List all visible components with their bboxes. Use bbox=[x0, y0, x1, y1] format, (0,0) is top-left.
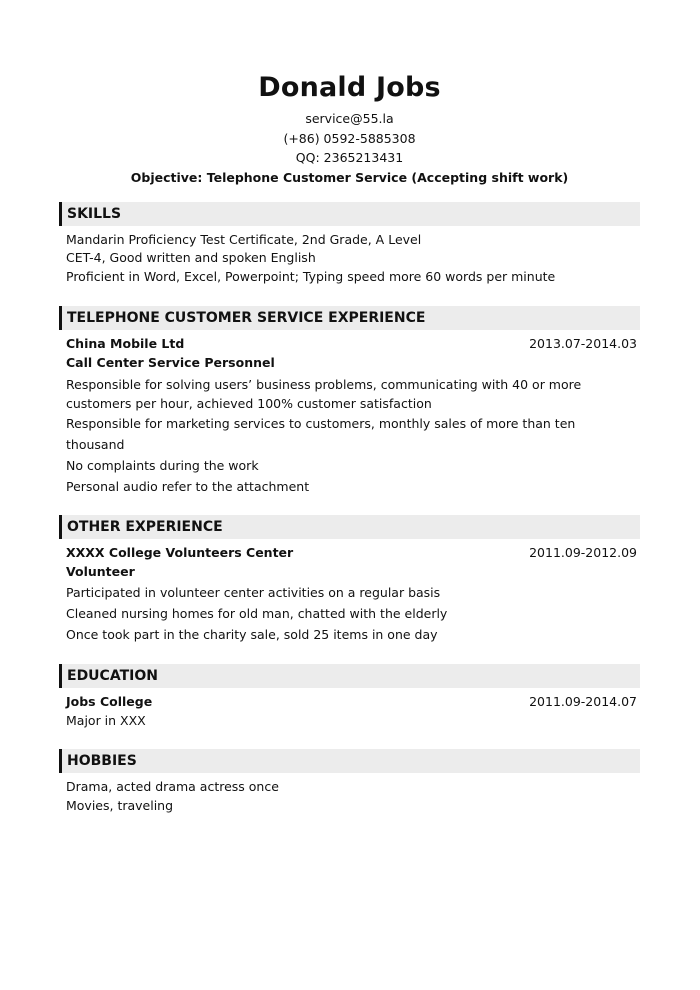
skill-item: Proficient in Word, Excel, Powerpoint; Typing speed more 60 words per minute bbox=[66, 268, 556, 284]
activity-item: Cleaned nursing homes for old man, chatted with the elderly bbox=[66, 606, 448, 621]
candidate-name: Donald Jobs bbox=[258, 72, 441, 103]
hobby-item: Movies, traveling bbox=[66, 797, 174, 813]
education-heading: EDUCATION bbox=[59, 664, 640, 688]
major: Major in XXX bbox=[66, 713, 146, 728]
telephone-experience-duties bbox=[66, 372, 637, 497]
volunteer-role: Volunteer bbox=[66, 564, 135, 579]
other-experience-body bbox=[59, 539, 640, 645]
contact-phone: (+86) 0592-5885308 bbox=[283, 130, 416, 146]
telephone-experience-body bbox=[59, 330, 640, 497]
education-date: 2011.09-2014.07 bbox=[529, 694, 637, 709]
duty-item: Personal audio refer to the attachment bbox=[66, 479, 310, 494]
skills-body bbox=[59, 226, 640, 287]
job-role: Call Center Service Personnel bbox=[66, 355, 275, 370]
employment-date: 2013.07-2014.03 bbox=[529, 336, 637, 351]
resume-header bbox=[59, 0, 640, 187]
telephone-experience-entry-head bbox=[66, 334, 637, 353]
activity-item: Once took part in the charity sale, sold 25 items in one day bbox=[66, 627, 438, 642]
other-experience-entry-head bbox=[66, 543, 637, 562]
hobby-item: Drama, acted drama actress once bbox=[66, 779, 279, 794]
other-experience-section bbox=[59, 515, 640, 645]
other-experience-heading: OTHER EXPERIENCE bbox=[59, 515, 640, 539]
duty-item: Responsible for marketing services to customers, monthly sales of more than ten thousand bbox=[66, 416, 576, 452]
duty-item: No complaints during the work bbox=[66, 458, 259, 473]
organization-name: XXXX College Volunteers Center bbox=[66, 545, 294, 560]
duty-item: Responsible for solving users’ business problems, communicating with 40 or more customers per hour, achieved 100% customer satisfaction bbox=[66, 377, 582, 411]
telephone-experience-heading: TELEPHONE CUSTOMER SERVICE EXPERIENCE bbox=[59, 306, 640, 330]
objective: Objective: Telephone Customer Service (Accepting shift work) bbox=[130, 169, 569, 185]
hobbies-heading: HOBBIES bbox=[59, 749, 640, 773]
education-body bbox=[59, 688, 640, 730]
contact-qq: QQ: 2365213431 bbox=[295, 150, 404, 165]
activity-item: Participated in volunteer center activities on a regular basis bbox=[66, 585, 441, 600]
school-name: Jobs College bbox=[66, 694, 153, 709]
hobbies-section bbox=[59, 749, 640, 815]
other-experience-duties bbox=[66, 581, 637, 645]
skill-item: Mandarin Proficiency Test Certificate, 2nd Grade, A Level bbox=[66, 231, 422, 247]
contact-email: service@55.la bbox=[305, 111, 394, 126]
education-entry-head bbox=[66, 692, 637, 711]
employer-name: China Mobile Ltd bbox=[66, 336, 185, 351]
skills-heading: SKILLS bbox=[59, 202, 640, 226]
skills-section bbox=[59, 202, 640, 287]
hobbies-body bbox=[59, 773, 640, 815]
telephone-experience-section bbox=[59, 306, 640, 497]
education-section bbox=[59, 664, 640, 730]
skill-item: CET-4, Good written and spoken English bbox=[66, 250, 316, 265]
volunteer-date: 2011.09-2012.09 bbox=[529, 545, 637, 560]
